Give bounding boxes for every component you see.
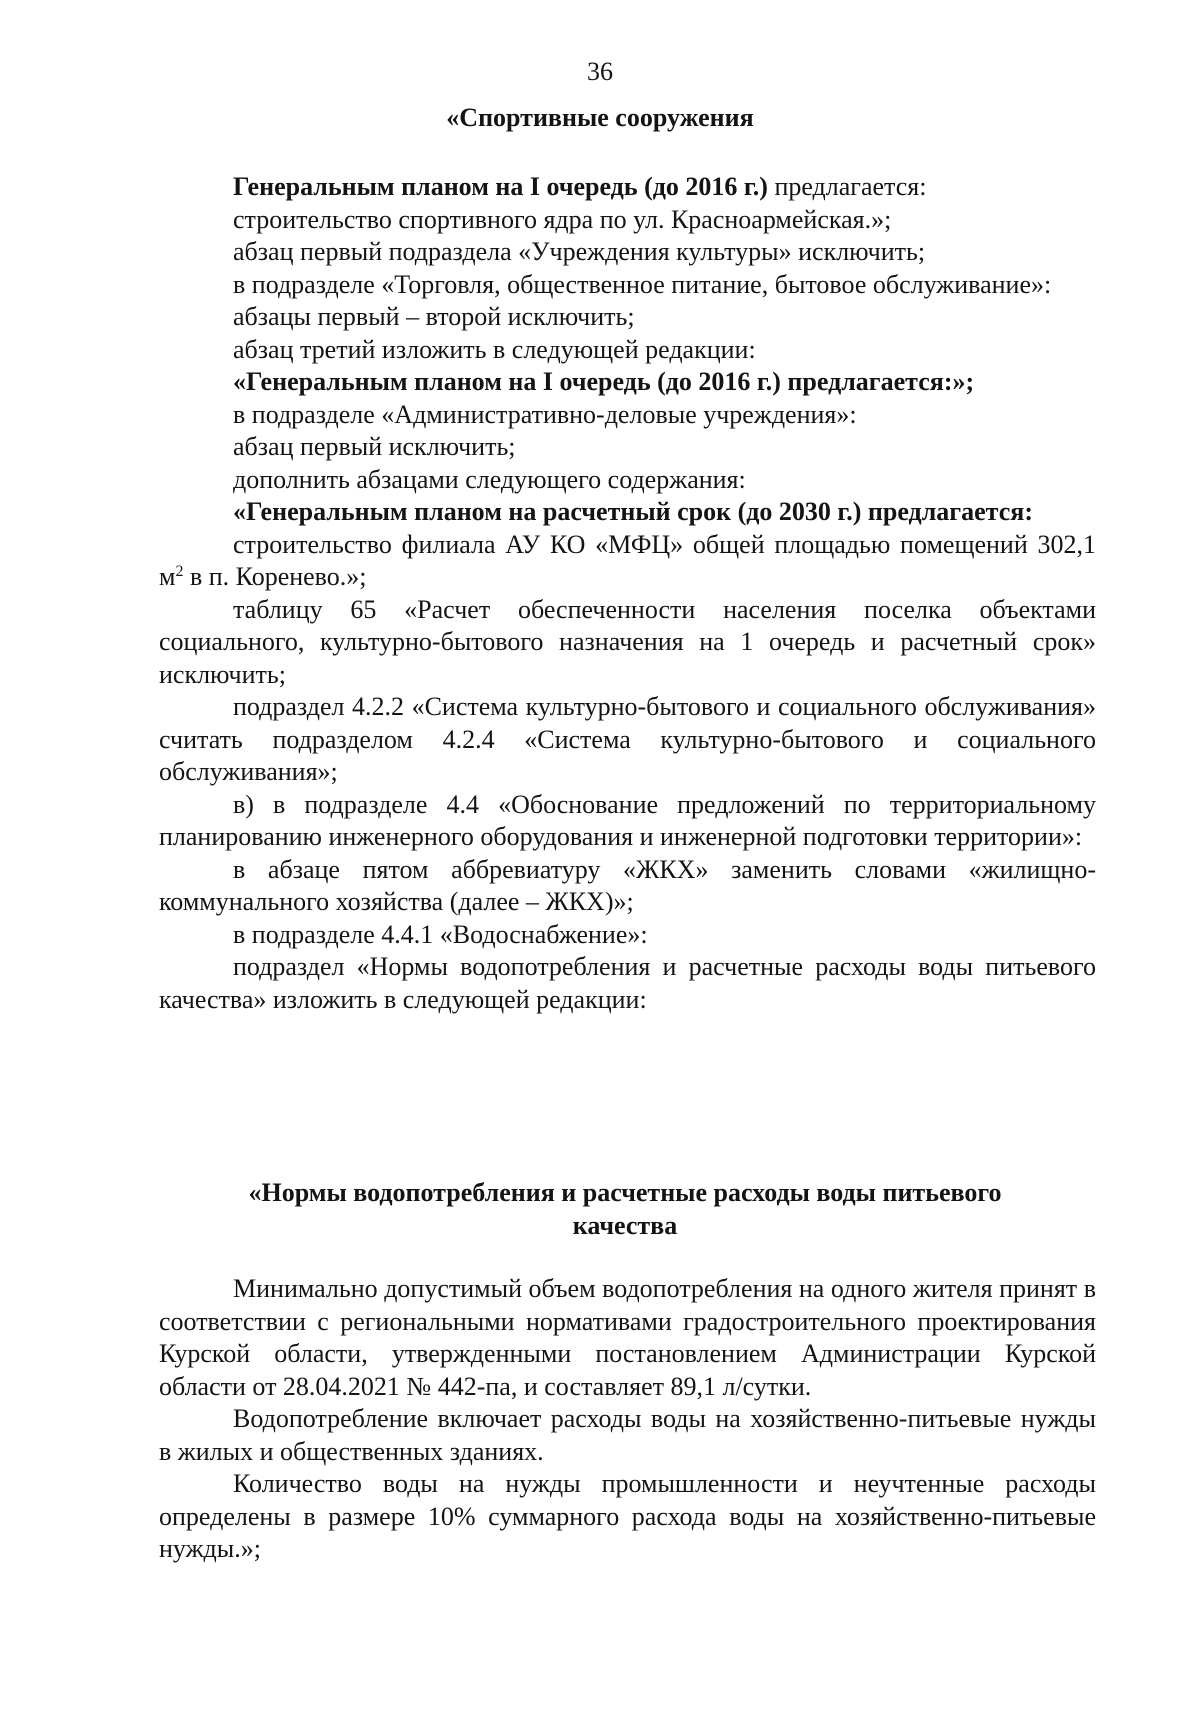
paragraph-7-bold: «Генеральным планом на I очередь (до 2016 г.) предлагается:»; — [233, 367, 975, 396]
paragraph-7 — [159, 366, 1096, 399]
paragraph-11-bold: «Генеральным планом на расчетный срок (до 2030 г.) предлагается: — [233, 497, 1033, 526]
paragraph-12-a: строительство филиала АУ КО «МФЦ» общей площадью помещений 302,1 м — [159, 529, 1096, 591]
paragraph-18: подраздел «Нормы водопотребления и расчетные расходы воды питьевого качества» изложить в следующей редакции: — [159, 952, 1096, 1014]
paragraph-1-rest: предлагается: — [767, 172, 927, 201]
paragraph-9: абзац первый исключить; — [233, 432, 516, 461]
paragraph-12-b: в п. Коренево.»; — [183, 562, 367, 591]
paragraph-15: в) в подразделе 4.4 «Обоснование предложений по территориальному планированию инженерного оборудования и инженерной подготовки территории»: — [159, 789, 1096, 851]
paragraph-17: в подразделе 4.4.1 «Водоснабжение»: — [233, 919, 648, 949]
paragraph-4: в подразделе «Торговля, общественное питание, бытовое обслуживание»: — [233, 269, 1052, 299]
paragraph-21: Количество воды на нужды промышленности и неучтенные расходы определены в размере 10% суммарного расхода воды на хозяйственно-питьевые нужды.»; — [159, 1469, 1096, 1563]
superscript-2: 2 — [175, 563, 184, 580]
paragraph-8: в подразделе «Административно-деловые учреждения»: — [233, 399, 857, 429]
paragraph-2: строительство спортивного ядра по ул. Красноармейская.»; — [233, 204, 892, 234]
paragraph-14: подраздел 4.2.2 «Система культурно-бытового и социального обслуживания» считать подразделом 4.2.4 «Система культурно-бытового и социального обслуживания»; — [159, 692, 1096, 786]
paragraph-1-bold: Генеральным планом на I очередь (до 2016 г.) — [233, 172, 768, 201]
paragraph-20: Водопотребление включает расходы воды на хозяйственно-питьевые нужды в жилых и общественных зданиях. — [159, 1404, 1096, 1466]
body-text — [159, 171, 1096, 1016]
paragraph-10: дополнить абзацами следующего содержания: — [233, 464, 746, 494]
paragraph-16: в абзаце пятом аббревиатуру «ЖКХ» заменить словами «жилищно-коммунального хозяйства (далее – ЖКХ)»; — [159, 854, 1096, 916]
section-title: «Спортивные сооружения — [446, 103, 754, 132]
paragraph-12 — [159, 529, 1096, 594]
paragraph-5: абзацы первый – второй исключить; — [233, 302, 635, 331]
page-number: 36 — [587, 57, 613, 86]
paragraph-19: Минимально допустимый объем водопотребления на одного жителя принят в соответствии с региональными нормативами градостроительного проектирования Курской области, утвержденными постановлением Администрации Курской области от 28.04.2021 № 442-па, и составляет 89,1 л/сутки. — [159, 1274, 1096, 1401]
paragraph-11 — [159, 496, 1096, 529]
subsection-heading: «Нормы водопотребления и расчетные расходы воды питьевого качества — [248, 1178, 1002, 1240]
body-text-2 — [159, 1273, 1096, 1566]
paragraph-3: абзац первый подраздела «Учреждения культуры» исключить; — [233, 237, 926, 266]
paragraph-6: абзац третий изложить в следующей редакции: — [233, 334, 756, 364]
paragraph-1 — [159, 171, 1096, 204]
paragraph-13: таблицу 65 «Расчет обеспеченности населения поселка объектами социального, культурно-бытового назначения на 1 очередь и расчетный срок» исключить; — [159, 594, 1096, 689]
